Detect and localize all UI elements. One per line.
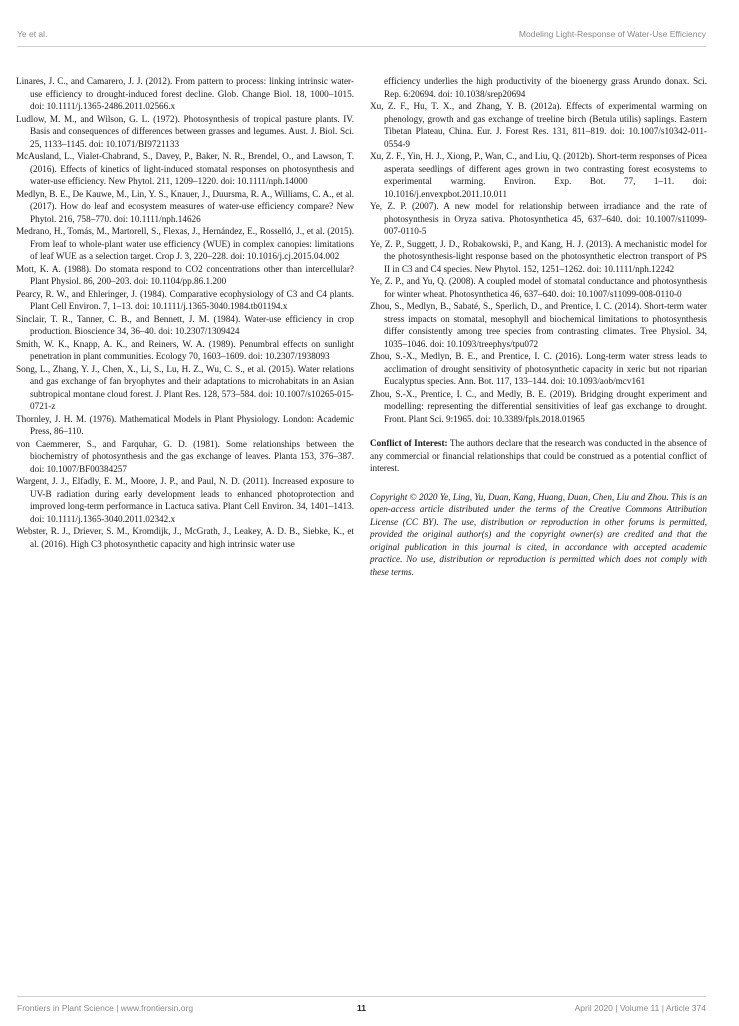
reference: Sinclair, T. R., Tanner, C. B., and Bennett, J. M. (1984). Water-use efficiency in crop production. Bioscience 34, 36–40. doi: 10.2307/1309424 [16,313,354,336]
reference: Linares, J. C., and Camarero, J. J. (2012). From pattern to process: linking intrinsic water-use efficiency to drought-induced forest decline. Glob. Change Biol. 18, 1000–1015. doi: 10.1111/j.1365-2486.2011.02566.x [16,76,354,111]
copyright-notice: Copyright © 2020 Ye, Ling, Yu, Duan, Kang, Huang, Duan, Chen, Liu and Zhou. This is an open-access article distributed under the terms of the Creative Commons Attribution License (CC BY). The use, distribution or reproduction in other forums is permitted, provided the original author(s) and the copyright owner(s) are credited and that the original publication in this journal is cited, in accordance with accepted academic practice. No use, distribution or reproduction is permitted which does not comply with these terms. [370,491,707,577]
header-authors: Ye et al. [17,29,48,39]
header-rule [17,46,706,47]
reference: Ludlow, M. M., and Wilson, G. L. (1972). Photosynthesis of tropical pasture plants. IV. Basis and consequences of differences between grasses and legumes. Aust. J. Biol. Sci. 25, 1133–1145. doi: 10.1071/BI9721133 [16,113,354,149]
reference: Pearcy, R. W., and Ehleringer, J. (1984). Comparative ecophysiology of C3 and C4 plants. Plant Cell Environ. 7, 1–13. doi: 10.1111/j.1365-3040.1984.tb01194.x [16,288,354,311]
references-right-column [370,75,707,587]
reference-continued: efficiency underlies the high productivity of the bioenergy grass Arundo donax. Sci. Rep. 6:20694. doi: 10.1038/srep20694 [384,76,707,99]
reference: Xu, Z. F., Yin, H. J., Xiong, P., Wan, C., and Liu, Q. (2012b). Short-term responses of Picea asperata seedlings of different ages grown in two contrasting forest ecosystems to experimental warming. Environ. Exp. Bot. 77, 1–11. doi: 10.1016/j.envexpbot.2011.10.011 [370,151,707,199]
reference: Thornley, J. H. M. (1976). Mathematical Models in Plant Physiology. London: Academic Press, 86–110. [16,413,354,436]
header-title: Modeling Light-Response of Water-Use Efficiency [518,29,706,39]
reference: Medlyn, B. E., De Kauwe, M., Lin, Y. S., Knauer, J., Duursma, R. A., Williams, C. A., et al. (2017). How do leaf and ecosystem measures of water-use efficiency compare? New Phytol. 216, 758–770. doi: 10.1111/nph.14626 [16,188,354,224]
reference: Smith, W. K., Knapp, A. K., and Reiners, W. A. (1989). Penumbral effects on sunlight penetration in plant communities. Ecology 70, 1603–1609. doi: 10.2307/1938093 [16,338,354,361]
conflict-heading: Conflict of Interest: [370,438,448,448]
reference: McAusland, L., Vialet-Chabrand, S., Davey, P., Baker, N. R., Brendel, O., and Lawson, T. (2016). Effects of kinetics of light-induced stomatal responses on photosynthesis and water-use efficiency. New Phytol. 211, 1209–1220. doi: 10.1111/nph.14000 [16,151,354,186]
page-number: 11 [357,1003,366,1013]
reference: Webster, R. J., Driever, S. M., Kromdijk, J., McGrath, J., Leakey, A. D. B., Siebke, K., et al. (2016). High C3 photosynthetic capacity and high intrinsic water use [16,526,354,549]
footer-rule [17,996,706,997]
reference: Zhou, S., Medlyn, B., Sabaté, S., Sperlich, D., and Prentice, I. C. (2014). Short-term water stress impacts on stomatal, mesophyll and biochemical limitations to photosynthesis differ consistently among tree species from contrasting climates. Tree Physiol. 34, 1035–1046. doi: 10.1093/treephys/tpu072 [370,301,707,349]
reference: Ye, Z. P., Suggett, J. D., Robakowski, P., and Kang, H. J. (2013). A mechanistic model for the photosynthesis-light response based on the photosynthetic electron transport of PS II in C3 and C4 species. New Phytol. 152, 1251–1262. doi: 10.1111/nph.12242 [370,238,707,274]
reference: Mott, K. A. (1988). Do stomata respond to CO2 concentrations other than intercellular? Plant Physiol. 86, 200–203. doi: 10.1104/pp.86.1.200 [16,263,354,286]
references-left-column [16,75,354,550]
reference: Medrano, H., Tomás, M., Martorell, S., Flexas, J., Hernández, E., Rosselló, J., et al. (2015). From leaf to whole-plant water use efficiency (WUE) in complex canopies: limitations of leaf WUE as a selection target. Crop J. 3, 220–228. doi: 10.1016/j.cj.2015.04.002 [16,226,354,261]
reference: Zhou, S.-X., Prentice, I. C., and Medly, B. E. (2019). Bridging drought experiment and modelling: representing the differential sensitivities of leaf gas exchange to drought. Front. Plant Sci. 9:1965. doi: 10.3389/fpls.2018.01965 [370,388,707,424]
reference: Wargent, J. J., Elfadly, E. M., Moore, J. P., and Paul, N. D. (2011). Increased exposure to UV-B radiation during early development leads to enhanced photoprotection and improved long-term performance in Lactuca sativa. Plant Cell Environ. 34, 1401–1413. doi: 10.1111/j.1365-3040.2011.02342.x [16,476,354,524]
reference: Zhou, S.-X., Medlyn, B. E., and Prentice, I. C. (2016). Long-term water stress leads to acclimation of drought sensitivity of photosynthetic capacity in xeric but not riparian Eucalyptus species. Ann. Bot. 117, 133–144. doi: 10.1093/aob/mcv161 [370,351,707,386]
reference: Ye, Z. P. (2007). A new model for relationship between irradiance and the rate of photosynthesis in Oryza sativa. Photosynthetica 45, 637–640. doi: 10.1007/s11099-007-0110-5 [370,201,707,236]
reference: Xu, Z. F., Hu, T. X., and Zhang, Y. B. (2012a). Effects of experimental warming on phenology, growth and gas exchange of treeline birch (Betula utilis) saplings. Eastern Tibetan Plateau, China. Eur. J. Forest Res. 131, 811–819. doi: 10.1007/s10342-011-0554-9 [370,101,707,149]
reference: Song, L., Zhang, Y. J., Chen, X., Li, S., Lu, H. Z., Wu, C. S., et al. (2015). Water relations and gas exchange of fan bryophytes and their adaptations to microhabitats in an Asian subtropical montane cloud forest. J. Plant Res. 128, 573–584. doi: 10.1007/s10265-015-0721-z [16,363,354,411]
conflict-of-interest [370,437,707,475]
reference: von Caemmerer, S., and Farquhar, G. D. (1981). Some relationships between the biochemistry of photosynthesis and the gas exchange of leaves. Planta 153, 376–387. doi: 10.1007/BF00384257 [16,438,354,474]
footer-issue: April 2020 | Volume 11 | Article 374 [574,1003,706,1013]
reference: Ye, Z. P., and Yu, Q. (2008). A coupled model of stomatal conductance and photosynthesis for winter wheat. Photosynthetica 46, 637–640. doi: 10.1007/s11099-008-0110-0 [370,276,707,299]
running-header [17,29,706,43]
footer-journal: Frontiers in Plant Science | www.frontiersin.org [17,1003,194,1013]
conflict-text: The authors declare that the research was conducted in the absence of any commercial or financial relationships that could be construed as a potential conflict of interest. [370,438,707,473]
